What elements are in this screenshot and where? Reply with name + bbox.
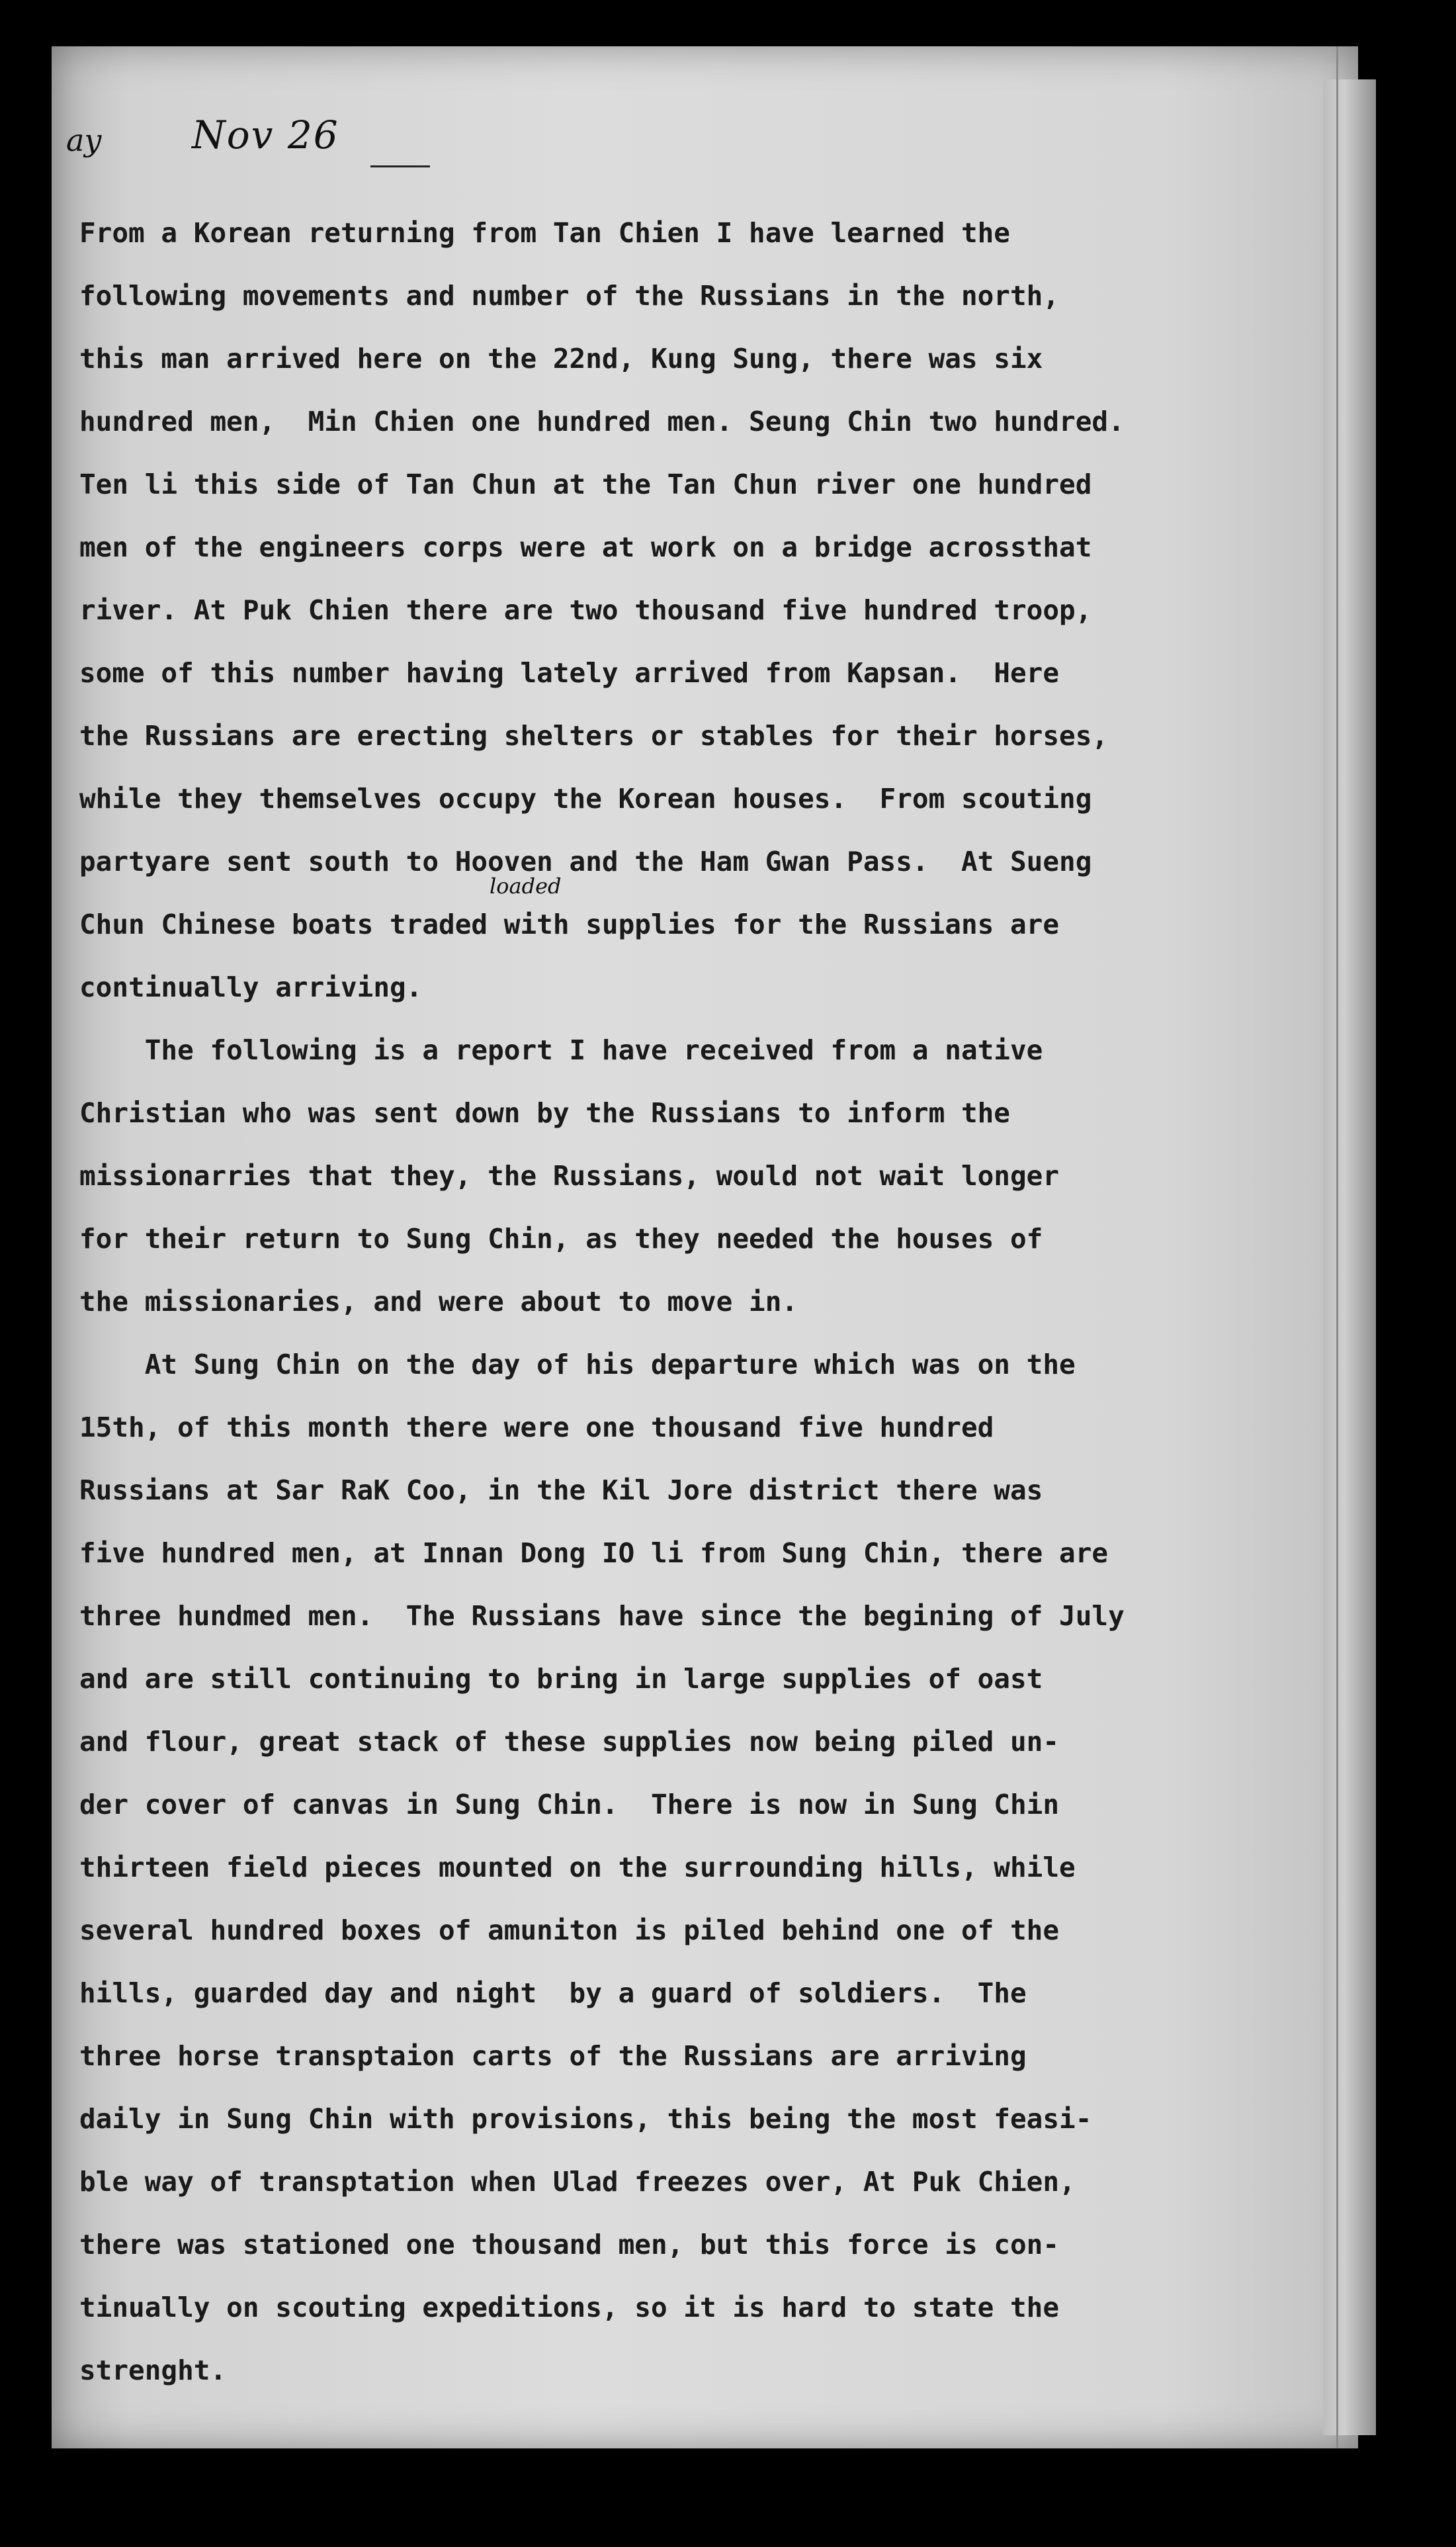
text-line: 15th, of this month there were one thousand five hundred xyxy=(79,1411,994,1443)
typed-body-text xyxy=(79,202,1323,2402)
text-line: some of this number having lately arrived from Kapsan. Here xyxy=(79,657,1060,689)
page-fold-line xyxy=(1336,46,1338,2448)
text-line: tinually on scouting expeditions, so it is hard to state the xyxy=(79,2292,1060,2323)
text-line: there was stationed one thousand men, but this force is con- xyxy=(79,2229,1060,2260)
text-line: three horse transptaion carts of the Russians are arriving xyxy=(79,2040,1027,2072)
header-left-annotation: ay xyxy=(66,122,102,158)
text-line: this man arrived here on the 22nd, Kung Sung, there was six xyxy=(79,343,1043,375)
text-line: Ten li this side of Tan Chun at the Tan Chun river one hundred xyxy=(79,469,1092,500)
text-line: thirteen field pieces mounted on the surrounding hills, while xyxy=(79,1852,1076,1883)
text-line: hills, guarded day and night by a guard of soldiers. The xyxy=(79,1977,1027,2009)
text-line: river. At Puk Chien there are two thousand five hundred troop, xyxy=(79,594,1092,626)
text-line: five hundred men, at Innan Dong IO li from Sung Chin, there are xyxy=(79,1537,1109,1569)
text-line: while they themselves occupy the Korean houses. From scouting xyxy=(79,783,1092,815)
text-line: hundred men, Min Chien one hundred men. Seung Chin two hundred. xyxy=(79,406,1125,437)
page-edge xyxy=(1323,79,1376,2435)
text-line: continually arriving. xyxy=(79,971,423,1003)
text-line: for their return to Sung Chin, as they needed the houses of xyxy=(79,1223,1043,1255)
text-line: the missionaries, and were about to move in. xyxy=(79,1286,798,1318)
text-line: strenght. xyxy=(79,2354,227,2386)
text-line: Chun Chinese boats traded with supplies for the Russians are xyxy=(79,909,1060,940)
text-line: and flour, great stack of these supplies now being piled un- xyxy=(79,1726,1060,1758)
text-line: the Russians are erecting shelters or stables for their horses, xyxy=(79,720,1109,752)
text-line: partyare sent south to Hooven and the Ham Gwan Pass. At Sueng xyxy=(79,846,1092,877)
text-line: and are still continuing to bring in large supplies of oast xyxy=(79,1663,1043,1695)
text-line: der cover of canvas in Sung Chin. There is now in Sung Chin xyxy=(79,1789,1060,1820)
text-line: daily in Sung Chin with provisions, this being the most feasi- xyxy=(79,2103,1092,2135)
handwritten-date-note: Nov 26 xyxy=(192,112,339,157)
text-line: ble way of transptation when Ulad freezes over, At Puk Chien, xyxy=(79,2166,1076,2198)
text-line: The following is a report I have received from a native xyxy=(79,1034,1043,1066)
text-line: several hundred boxes of amuniton is piled behind one of the xyxy=(79,1914,1060,1946)
text-line: Russians at Sar RaK Coo, in the Kil Jore district there was xyxy=(79,1474,1043,1506)
text-line: men of the engineers corps were at work on a bridge acrossthat xyxy=(79,531,1092,563)
header-dash-mark xyxy=(370,165,430,167)
text-line: From a Korean returning from Tan Chien I have learned the xyxy=(79,217,1010,249)
text-line: missionarries that they, the Russians, would not wait longer xyxy=(79,1160,1060,1192)
handwritten-correction: loaded xyxy=(490,873,562,899)
text-line: three hundmed men. The Russians have since the begining of July xyxy=(79,1600,1125,1632)
text-line: At Sung Chin on the day of his departure which was on the xyxy=(79,1349,1076,1380)
text-line: following movements and number of the Russians in the north, xyxy=(79,280,1060,312)
text-line: Christian who was sent down by the Russians to inform the xyxy=(79,1097,1010,1129)
